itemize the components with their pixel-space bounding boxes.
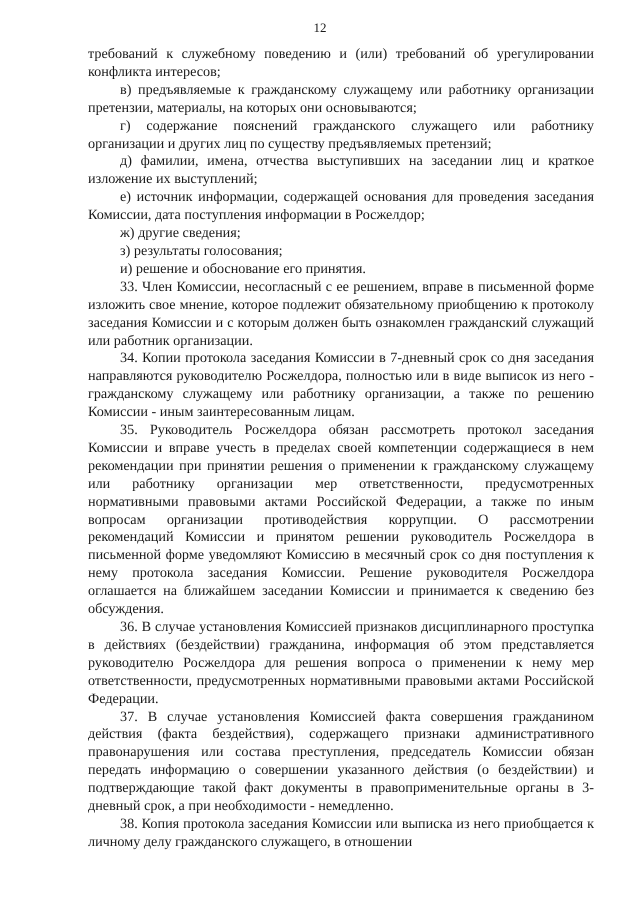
paragraph-continuation: требований к служебному поведению и (или) требований об урегулировании конфликта интересов;: [88, 46, 594, 80]
paragraph-clause-36: 36. В случае установления Комиссией признаков дисциплинарного проступка в действиях (бездействии) гражданина, информация об этом представляется руководителю Росжелдора для решения вопроса о применении к нему мер ответственности, предусмотренных нормативными правовыми актами Российской Федерации.: [88, 619, 594, 707]
paragraph-clause-33: 33. Член Комиссии, несогласный с ее решением, вправе в письменной форме изложить свое мнение, которое подлежит обязательному приобщению к протоколу заседания Комиссии и с которым должен быть ознакомлен гражданский служащий или работник организации.: [88, 278, 594, 349]
page-number: 12: [313, 20, 327, 35]
paragraph-item-e: е) источник информации, содержащей основания для проведения заседания Комиссии, дата поступления информации в Росжелдор;: [88, 189, 594, 224]
paragraph-clause-38: 38. Копия протокола заседания Комиссии или выписка из него приобщается к личному делу гражданского служащего, в отношении: [88, 815, 594, 850]
paragraph-item-d: д) фамилии, имена, отчества выступивших на заседании лиц и краткое изложение их выступлений;: [88, 153, 594, 188]
paragraph-item-g: г) содержание пояснений гражданского служащего или работнику организации и других лиц по существу предъявляемых претензий;: [88, 117, 594, 152]
paragraph-item-z: з) результаты голосования;: [120, 242, 283, 259]
paragraph-clause-35: 35. Руководитель Росжелдора обязан рассмотреть протокол заседания Комиссии и вправе учесть в пределах своей компетенции содержащиеся в нем рекомендации при принятии решения о применении к гражданскому служащему или работнику организации мер ответственности, предусмотренных нормативными правовыми актами Российской Федерации, а также по иным вопросам организации противодействия коррупции. О рассмотрении рекомендаций Комиссии и принятом решении руководитель Росжелдора в письменной форме уведомляют Комиссию в месячный срок со дня поступления к нему протокола заседания Комиссии. Решение руководителя Росжелдора оглашается на ближайшем заседании Комиссии и принимается к сведению без обсуждения.: [88, 422, 594, 618]
paragraph-clause-34: 34. Копии протокола заседания Комиссии в 7-дневный срок со дня заседания направляются руководителю Росжелдора, полностью или в виде выписок из него - гражданскому служащему или работнику организации, а также по решению Комиссии - иным заинтересованным лицам.: [88, 350, 594, 421]
paragraph-item-zh: ж) другие сведения;: [120, 225, 241, 242]
paragraph-item-v: в) предъявляемые к гражданскому служащему или работнику организации претензии, материалы, на которых они основываются;: [88, 81, 594, 116]
paragraph-clause-37: 37. В случае установления Комиссией факта совершения гражданином действия (факта бездействия), содержащего признаки административного правонарушения или состава преступления, председатель Комиссии обязан передать информацию о совершении указанного действия (о бездействии) и подтверждающие такой факт документы в правоприменительные органы в 3-дневный срок, а при необходимости - немедленно.: [88, 708, 594, 815]
paragraph-item-i: и) решение и обоснование его принятия.: [120, 260, 366, 277]
document-body: [88, 46, 594, 852]
